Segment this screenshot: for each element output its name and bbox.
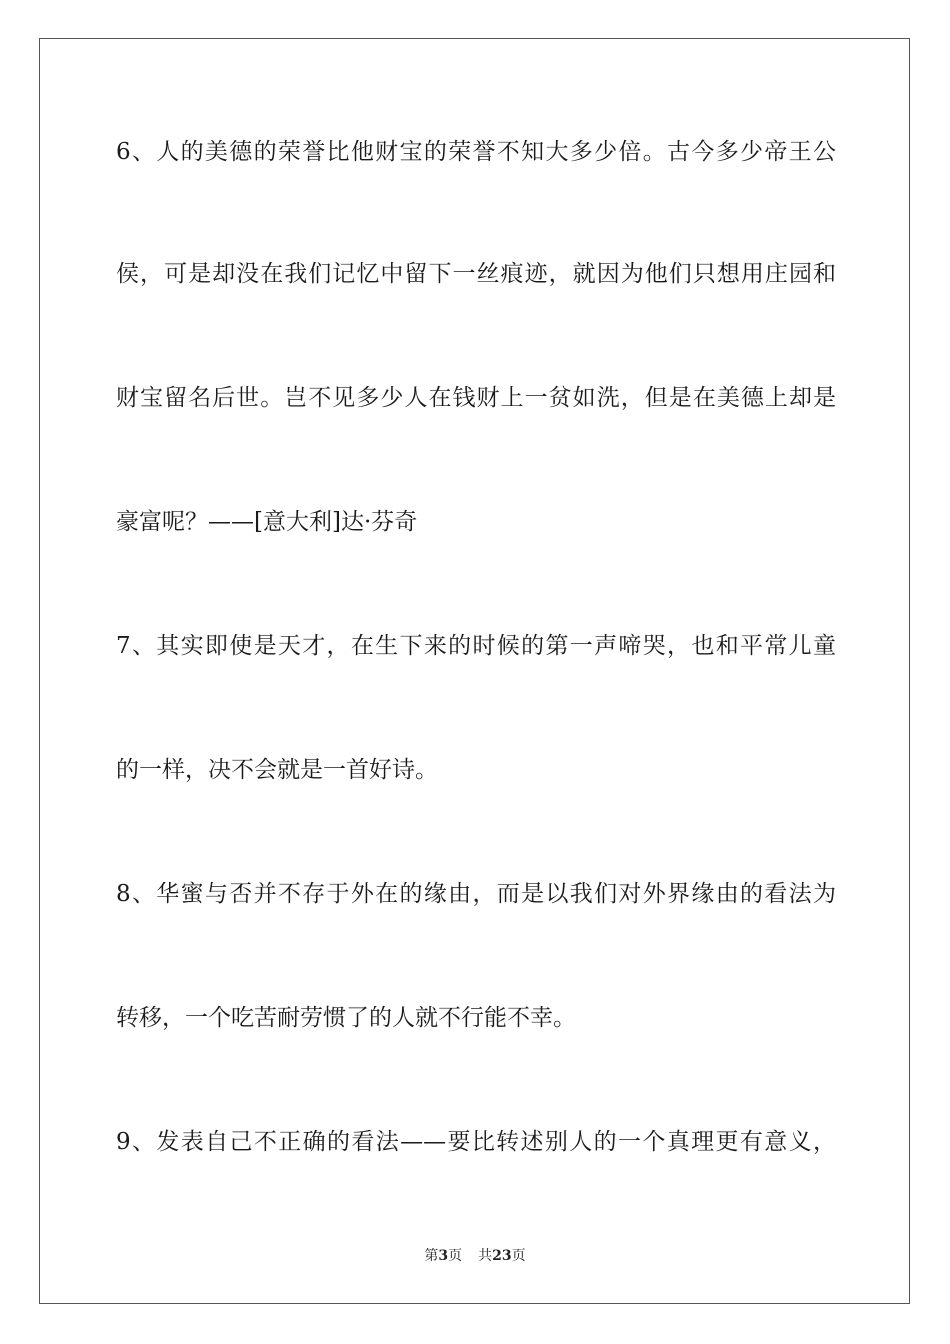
page-footer [0,1246,950,1266]
text-line-9: 9、发表自己不正确的看法——要比转述别人的一个真理更有意义， [116,1129,836,1155]
page-frame [39,38,910,1304]
page-prefix: 第 [424,1248,439,1264]
text-line-4: 豪富呢？——[意大利]达·芬奇 [116,509,418,535]
text-line-5: 7、其实即使是天才，在生下来的时候的第一声啼哭，也和平常儿童 [116,633,836,659]
page-suffix: 页 [448,1248,463,1264]
total-pages: 23 [492,1248,512,1264]
text-line-3: 财宝留名后世。岂不见多少人在钱财上一贫如洗，但是在美德上却是 [116,385,836,411]
total-prefix: 共 [478,1248,493,1264]
text-line-7: 8、华蜜与否并不存于外在的缘由，而是以我们对外界缘由的看法为 [116,881,836,907]
text-line-1: 6、人的美德的荣誉比他财宝的荣誉不知大多少倍。古今多少帝王公 [116,139,836,165]
text-line-8: 转移，一个吃苦耐劳惯了的人就不行能不幸。 [116,1005,576,1031]
text-line-2: 侯，可是却没在我们记忆中留下一丝痕迹，就因为他们只想用庄园和 [116,261,836,287]
page-number: 3 [438,1248,449,1264]
total-suffix: 页 [511,1248,526,1264]
text-line-6: 的一样，决不会就是一首好诗。 [116,757,438,783]
